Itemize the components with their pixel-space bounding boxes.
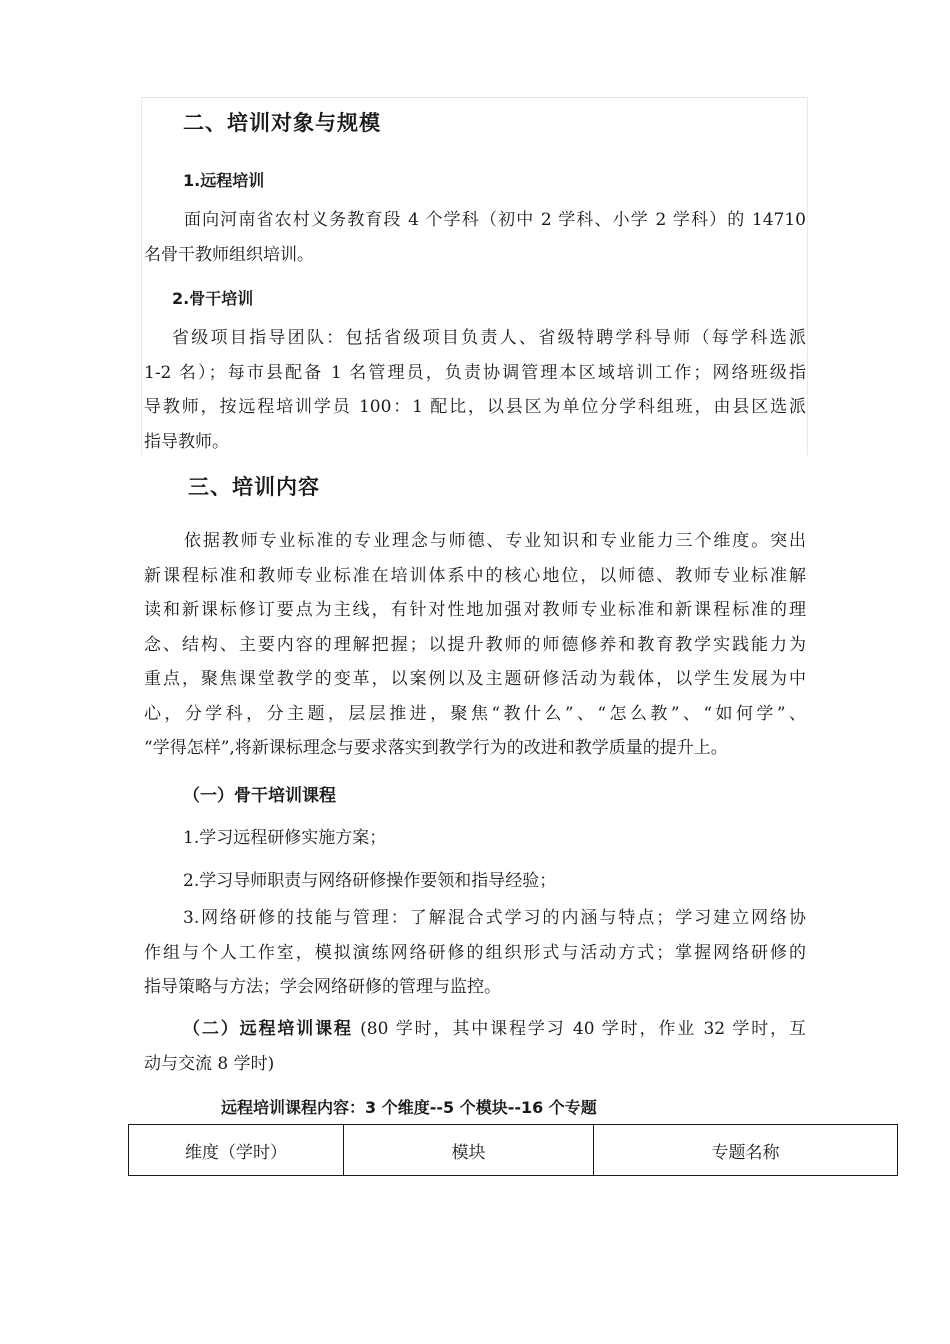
table-header-row xyxy=(129,1125,898,1176)
sub2-title: 2.骨干培训 xyxy=(172,289,254,308)
part2-paragraph xyxy=(144,1012,806,1081)
sub1-line-2: 名骨干教师组织培训。 xyxy=(144,244,314,265)
part1-title: （一）骨干培训课程 xyxy=(183,786,336,806)
intro-line-4: 念、结构、主要内容的理解把握；以提升教师的师德修养和教育教学实践能力为 xyxy=(144,634,806,655)
part1-item-3 xyxy=(144,901,806,1005)
table-caption: 远程培训课程内容：3 个维度--5 个模块--16 个专题 xyxy=(221,1098,597,1117)
intro-line-1: 依据教师专业标准的专业理念与师德、专业知识和专业能力三个维度。突出 xyxy=(184,531,806,551)
sub1-title: 1.远程培训 xyxy=(183,171,265,190)
header-module: 模块 xyxy=(344,1125,594,1176)
part2-note-1: (80 学时，其中课程学习 40 学时，作业 32 学时，互 xyxy=(360,1019,807,1039)
sub2-line-3: 导教师，按远程培训学员 100：1 配比，以县区为单位分学科组班，由县区选派 xyxy=(144,397,806,417)
intro-line-5: 重点，聚焦课堂教学的变革，以案例以及主题研修活动为载体，以学生发展为中 xyxy=(144,669,806,689)
item3-line-1: 3.网络研修的技能与管理：了解混合式学习的内涵与特点；学习建立网络协 xyxy=(183,908,806,928)
part2-title: （二）远程培训课程 xyxy=(183,1019,353,1039)
sub2-line-1: 省级项目指导团队：包括省级项目负责人、省级特聘学科导师（每学科选派 xyxy=(172,328,806,348)
course-table xyxy=(128,1124,898,1176)
section3-intro xyxy=(144,524,806,766)
part2-note-2: 动与交流 8 学时) xyxy=(144,1053,275,1074)
item3-line-3: 指导策略与方法；学会网络研修的管理与监控。 xyxy=(144,977,501,997)
section2-heading: 二、培训对象与规模 xyxy=(183,111,381,135)
header-dimension: 维度（学时） xyxy=(129,1125,344,1176)
part1-item-2: 2.学习导师职责与网络研修操作要领和指导经验； xyxy=(183,871,557,891)
intro-line-3: 读和新课标修订要点为主线，有针对性地加强对教师专业标准和新课程标准的理 xyxy=(144,600,806,620)
section3-heading: 三、培训内容 xyxy=(188,475,320,499)
intro-line-2: 新课程标准和教师专业标准在培训体系中的核心地位，以师德、教师专业标准解 xyxy=(144,565,806,586)
sub2-line-2: 1-2 名）；每市县配备 1 名管理员，负责协调管理本区域培训工作；网络班级指 xyxy=(144,362,806,383)
intro-line-7: “学得怎样”,将新课标理念与要求落实到教学行为的改进和教学质量的提升上。 xyxy=(144,738,728,758)
part1-item-1: 1.学习远程研修实施方案； xyxy=(183,828,387,848)
sub1-line-1: 面向河南省农村义务教育段 4 个学科（初中 2 学科、小学 2 学科）的 14710 xyxy=(184,210,806,230)
header-topic: 专题名称 xyxy=(594,1125,898,1176)
part2-line-1 xyxy=(144,1012,806,1047)
item3-line-2: 作组与个人工作室，模拟演练网络研修的组织形式与活动方式；掌握网络研修的 xyxy=(144,942,806,963)
sub2-line-4: 指导教师。 xyxy=(144,431,229,452)
intro-line-6: 心，分学科，分主题，层层推进，聚焦“教什么”、“怎么教”、“如何学”、 xyxy=(144,703,806,724)
sub2-paragraph xyxy=(144,321,806,459)
sub1-paragraph xyxy=(144,203,806,272)
